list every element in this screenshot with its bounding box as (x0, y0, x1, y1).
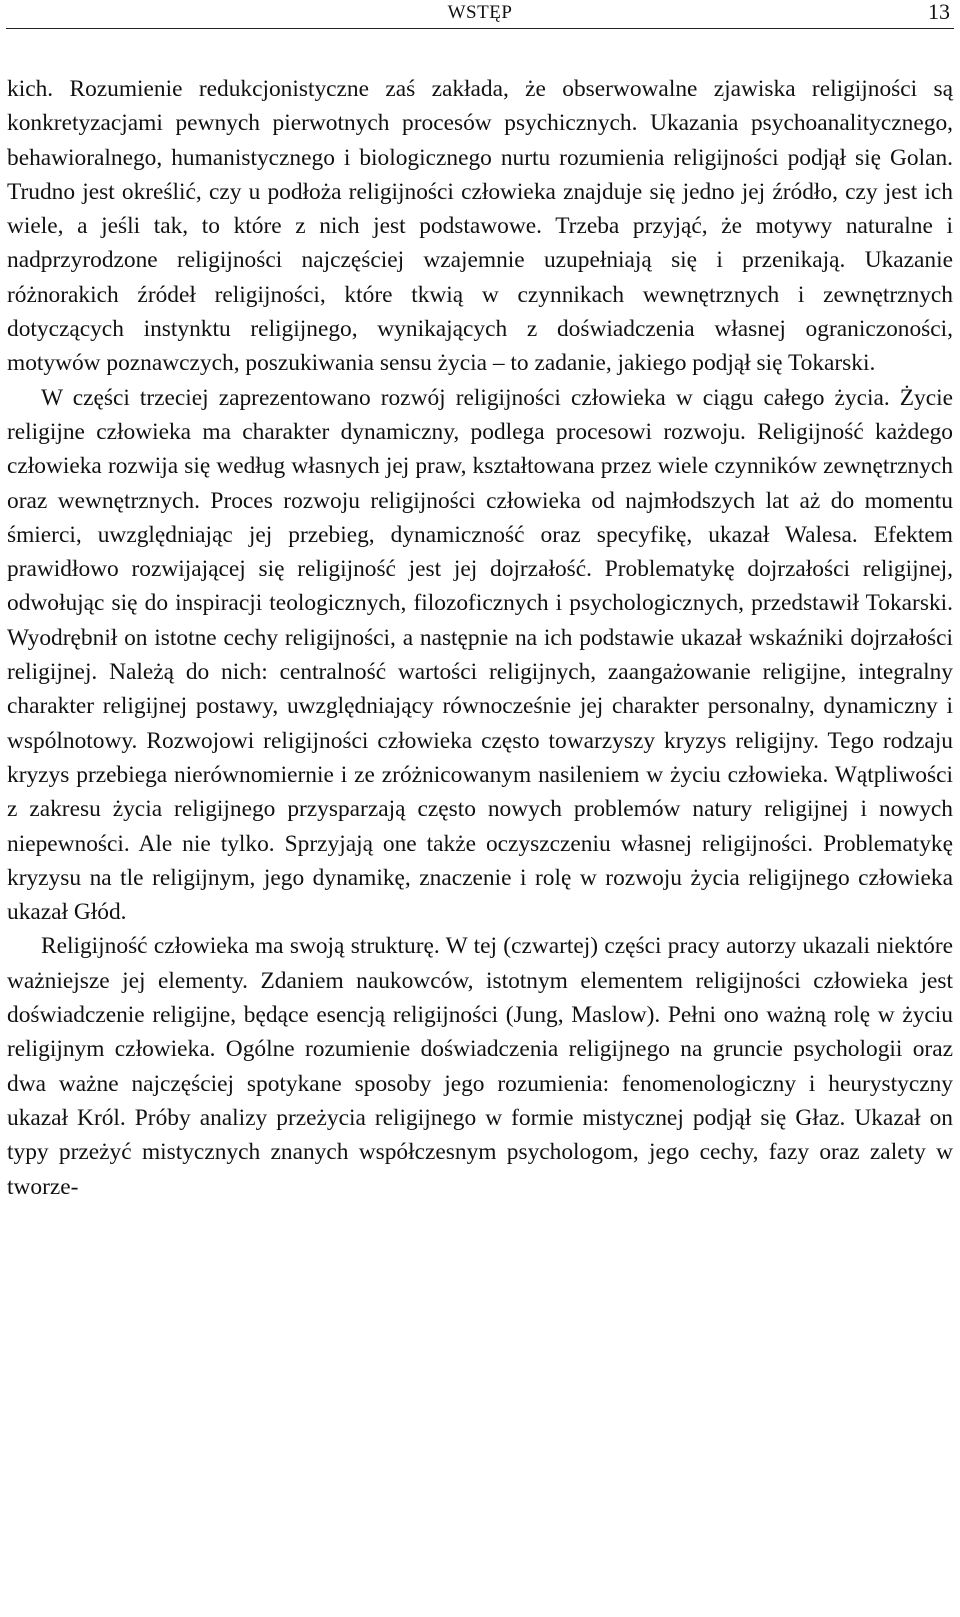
paragraph-part-four: Religijność człowieka ma swoją strukturę. W tej (czwartej) części pracy autorzy ukazali niektóre ważniejsze jej elementy. Zdaniem naukowców, istotnym elementem religijności człowieka jest doświadczenie religijne, będące esencją religijności (Jung, Maslow). Pełni ono ważną rolę w życiu religijnym człowieka. Ogólne rozumienie doświadczenia religijnego na gruncie psychologii oraz dwa ważne najczęściej spotykane sposoby jego rozumienia: fenomenologiczny i heurystyczny ukazał Król. Próby analizy przeżycia religijnego w formie mistycznej podjął się Głaz. Ukazał on typy przeżyć mistycznych znanych współczesnym psychologom, jego cechy, fazy oraz zalety w tworze- (7, 933, 953, 1200)
paragraph-part-three: W części trzeciej zaprezentowano rozwój religijności człowieka w ciągu całego życia. Życie religijne człowieka ma charakter dynamiczny, podlega procesowi rozwoju. Religijność każdego człowieka rozwija się według własnych jej praw, kształtowana przez wiele czynników zewnętrznych oraz wewnętrznych. Proces rozwoju religijności człowieka od najmłodszych lat aż do momentu śmierci, uwzględniając jej przebieg, dynamiczność oraz specyfikę, ukazał Walesa. Efektem prawidłowo rozwijającej się religijność jest jej dojrzałość. Problematykę dojrzałości religijnej, odwołując się do inspiracji teologicznych, filozoficznych i psychologicznych, przedstawił Tokarski. Wyodrębnił on istotne cechy religijności, a następnie na ich podstawie ukazał wskaźniki dojrzałości religijnej. Należą do nich: centralność wartości religijnych, zaangażowanie religijne, integralny charakter religijnej postawy, uwzględniający równocześnie jej charakter personalny, dynamiczny i wspólnotowy. Rozwojowi religijności człowieka często towarzyszy kryzys religijny. Tego rodzaju kryzys przebiega nierównomiernie i ze zróżnicowanym nasileniem w życiu człowieka. Wątpliwości z zakresu życia religijnego przysparzają często nowych problemów natury religijnej i nowych niepewności. Ale nie tylko. Sprzyjają one także oczyszczeniu własnej religijności. Problematykę kryzysu na tle religijnym, jego dynamikę, znaczenie i rolę w rozwoju życia religijnego człowieka ukazał Głód. (7, 384, 953, 926)
page-number: 13 (928, 0, 950, 24)
paragraph-continuation: kich. Rozumienie redukcjonistyczne zaś zakłada, że obserwowalne zjawiska religijności są konkretyzacjami pewnych pierwotnych procesów psychicznych. Ukazania psychoanalitycznego, behawioralnego, humanistycznego i biologicznego nurtu rozumienia religijności podjął się Golan. Trudno jest określić, czy u podłoża religijności człowieka znajduje się jedno jej źródło, czy jest ich wiele, a jeśli tak, to które z nich jest podstawowe. Trzeba przyjąć, że motywy naturalne i nadprzyrodzone religijności najczęściej wzajemnie uzupełniają się i przenikają. Ukazanie różnorakich źródeł religijności, które tkwią w czynnikach wewnętrznych i zewnętrznych dotyczących instynktu religijnego, wynikających z doświadczenia własnej ograniczoności, motywów poznawczych, poszukiwania sensu życia – to zadanie, jakiego podjął się Tokarski. (7, 76, 953, 377)
body-text (7, 72, 953, 1204)
running-header (6, 0, 954, 29)
running-title: WSTĘP (447, 2, 513, 23)
